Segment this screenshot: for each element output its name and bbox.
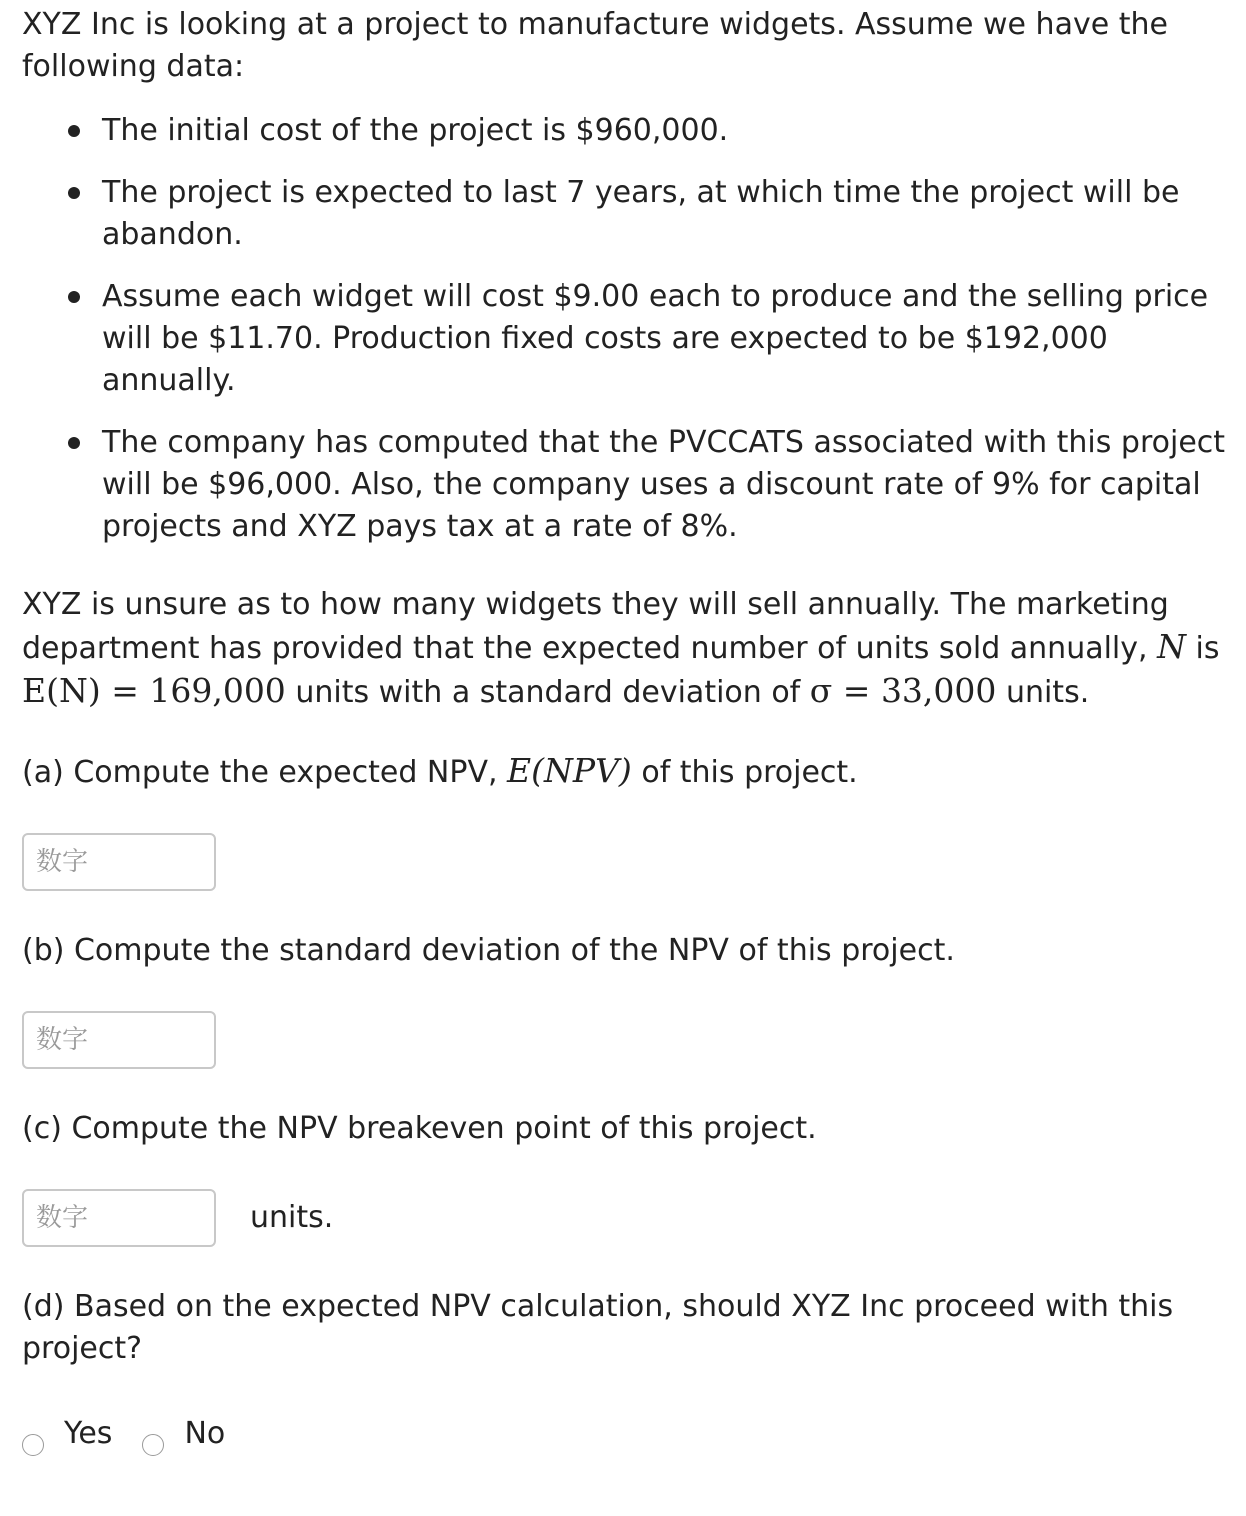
list-item: Assume each widget will cost $9.00 each to produce and the selling price will be $11.70. Production fixed costs are expected to be $192,000 annually. [102,276,1232,402]
radio-group [22,1412,1232,1456]
radio-button-yes[interactable] [22,1434,44,1456]
question-d: (d) Based on the expected NPV calculation, should XYZ Inc proceed with this project? [22,1289,1174,1366]
demand-text-1: XYZ is unsure as to how many widgets they will sell annually. The marketing department has provided that the expected number of units sold annually, [22,587,1169,666]
question-a [22,750,1232,794]
math-enpv: E(NPV) [507,751,632,790]
answer-row-c [22,1188,1232,1248]
units-label: units. [250,1200,334,1235]
answer-input-b[interactable] [22,1011,216,1069]
question-b: (b) Compute the standard deviation of the NPV of this project. [22,933,955,968]
demand-text-2: is [1185,631,1220,666]
list-item: The company has computed that the PVCCATS associated with this project will be $96,000. Also, the company uses a discount rate of 9% for capital projects and XYZ pays tax at a rate of 8%. [102,422,1232,548]
demand-text-3: units with a standard deviation of [285,675,810,710]
demand-text-4: units. [996,675,1090,710]
math-n: N [1157,627,1186,666]
answer-row-b [22,1010,1232,1070]
radio-button-no[interactable] [142,1434,164,1456]
radio-label-no: No [184,1416,226,1451]
radio-label-yes: Yes [64,1416,113,1451]
question-c: (c) Compute the NPV breakeven point of this project. [22,1111,817,1146]
math-expected-n: E(N) = 169,000 [22,671,286,710]
list-item: The project is expected to last 7 years, at which time the project will be abandon. [102,172,1232,256]
math-sigma: σ = 33,000 [809,671,997,710]
question-a-text-after: of this project. [631,755,858,790]
answer-input-a[interactable] [22,833,216,891]
data-list [22,110,1232,548]
list-item: The initial cost of the project is $960,000. [102,110,1232,152]
radio-option-yes[interactable] [22,1412,112,1456]
intro-text: XYZ Inc is looking at a project to manufacture widgets. Assume we have the following data: [22,7,1168,84]
demand-paragraph [22,584,1232,714]
answer-row-a [22,832,1232,892]
radio-option-no[interactable] [142,1412,225,1456]
answer-input-c[interactable] [22,1189,216,1247]
question-a-text: (a) Compute the expected NPV, [22,755,508,790]
